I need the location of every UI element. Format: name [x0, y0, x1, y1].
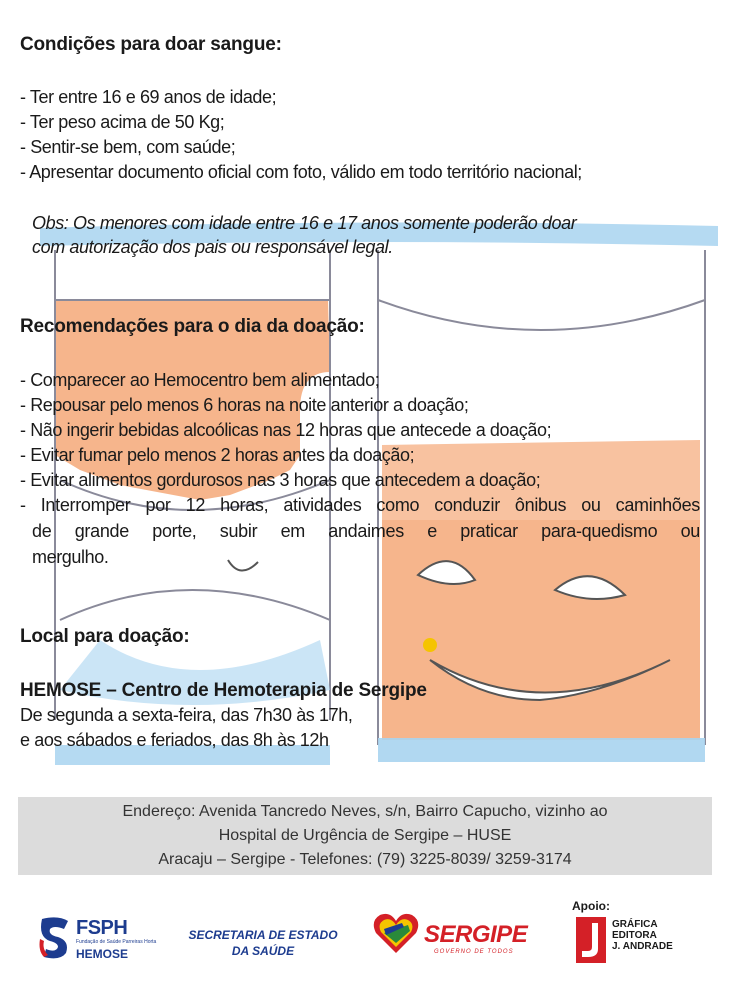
sergipe-subtitle: GOVERNO DE TODOS [434, 949, 514, 955]
secretaria-logo [188, 927, 338, 959]
secretaria-line: SECRETARIA DE ESTADO [188, 928, 338, 942]
condition-item: - Ter entre 16 e 69 anos de idade; [20, 87, 277, 107]
recommendation-item: - Comparecer ao Hemocentro bem alimentado; [20, 370, 380, 390]
grafica-j-icon [576, 917, 606, 963]
location-name: HEMOSE – Centro de Hemoterapia de Sergipe [20, 680, 427, 701]
location-hours: De segunda a sexta-feira, das 7h30 às 17h, [20, 705, 353, 725]
heart-flag-icon [372, 911, 420, 955]
address-line: Endereço: Avenida Tancredo Neves, s/n, Bairro Capucho, vizinho ao [122, 803, 608, 820]
grafica-line: GRÁFICA [612, 919, 658, 930]
location-hours: e aos sábados e feriados, das 8h às 12h [20, 730, 329, 750]
condition-item: - Ter peso acima de 50 Kg; [20, 112, 225, 132]
grafica-line: J. ANDRADE [612, 941, 673, 952]
fsph-subtitle: Fundação de Saúde Parreiras Horta [76, 939, 157, 945]
address-box [18, 797, 712, 875]
hemose-text: HEMOSE [76, 947, 129, 961]
logos-footer [0, 895, 730, 995]
recommendation-item: - Não ingerir bebidas alcoólicas nas 12 horas que antecede a doação; [20, 420, 552, 440]
apoio-label: Apoio: [572, 899, 610, 913]
secretaria-line: DA SAÚDE [231, 944, 295, 958]
recommendation-item: - Repousar pelo menos 6 horas na noite anterior a doação; [20, 395, 469, 415]
conditions-title: Condições para doar sangue: [20, 34, 282, 55]
fsph-emblem-icon [38, 915, 72, 961]
address-line: Hospital de Urgência de Sergipe – HUSE [218, 827, 512, 844]
obs-note: Obs: Os menores com idade entre 16 e 17 anos somente poderão doar [32, 213, 577, 233]
recommendation-item: - Interromper por 12 horas, atividades como conduzir ônibus ou caminhões [20, 495, 700, 515]
location-title: Local para doação: [20, 626, 190, 647]
condition-item: - Apresentar documento oficial com foto, válido em todo território nacional; [20, 162, 582, 182]
recommendation-item: - Evitar fumar pelo menos 2 horas antes da doação; [20, 445, 415, 465]
recommendation-item: mergulho. [32, 547, 109, 567]
fsph-text: FSPH [76, 917, 128, 939]
recommendation-item: de grande porte, subir em andaimes e praticar para-quedismo ou [32, 521, 700, 541]
address-line: Aracaju – Sergipe - Telefones: (79) 3225-8039/ 3259-3174 [158, 851, 572, 868]
sergipe-text: SERGIPE [424, 921, 528, 948]
recommendations-title: Recomendações para o dia da doação: [20, 316, 365, 337]
obs-note: com autorização dos pais ou responsável legal. [32, 237, 393, 257]
recommendation-item: - Evitar alimentos gordurosos nas 3 horas que antecedem a doação; [20, 470, 541, 490]
condition-item: - Sentir-se bem, com saúde; [20, 137, 236, 157]
grafica-line: EDITORA [612, 930, 657, 941]
